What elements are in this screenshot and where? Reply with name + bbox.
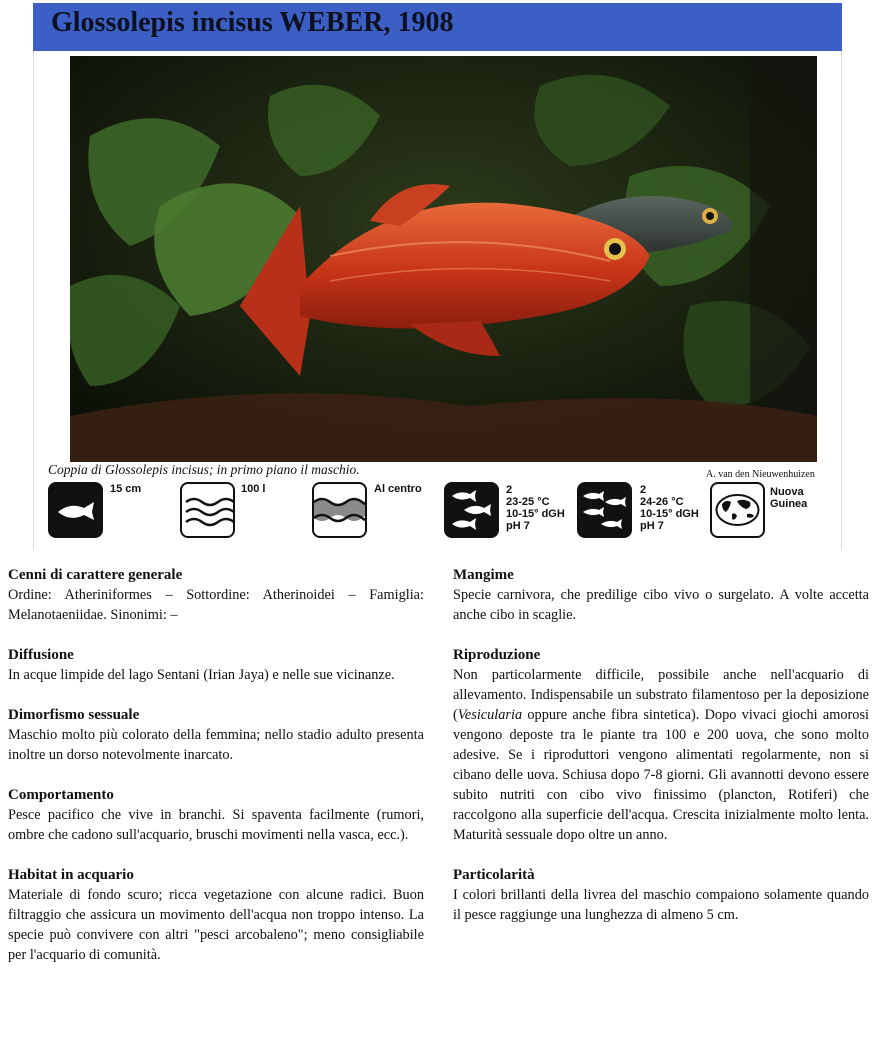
section-habitat [8, 865, 424, 965]
left-column [8, 565, 424, 985]
group-b-values [640, 484, 699, 532]
group-a-count: 2 [506, 484, 513, 496]
section-heading: Particolarità [453, 867, 535, 883]
section-text: Ordine: Atheriniformes – Sottordine: Atherinoidei – Famiglia: Melanotaeniidae. Sinonimi: – [8, 587, 424, 623]
section-particularities [453, 865, 869, 925]
group-b-ph: pH 7 [640, 520, 664, 532]
section-food [453, 565, 869, 625]
group-a-ph: pH 7 [506, 520, 530, 532]
tank-volume-icon [180, 482, 235, 538]
fish-illustration [70, 56, 817, 462]
section-text: In acque limpide del lago Sentani (Irian Jaya) e nelle sue vicinanze. [8, 667, 395, 683]
fish-group-icon [444, 482, 499, 538]
world-map-icon [710, 482, 765, 538]
section-distribution [8, 645, 424, 685]
section-dimorphism [8, 705, 424, 765]
reproduction-text-b: oppure anche fibra sintetica). Dopo vivaci giochi amorosi vengono deposte tra le piante tra 100 e 200 uova, che sono molto adesive. Se i riproduttori vengono alimentati regolarmente, non si cibano delle uova. Schiusa dopo 7-8 giorni. Gli avannotti devono essere subito nutriti con cibo vivo finissimo (plancton, Rotiferi) che raccolgono alla superficie dell'acqua. Crescita inizialmente molto lenta. Maturità sessuale dopo oltre un anno. [453, 707, 869, 843]
right-column [453, 565, 869, 945]
section-heading: Cenni di carattere generale [8, 567, 183, 583]
section-heading: Mangime [453, 567, 514, 583]
section-heading: Riproduzione [453, 647, 541, 663]
section-text: I colori brillanti della livrea del maschio compaiono solamente quando il pesce raggiunge una lunghezza di almeno 5 cm. [453, 887, 869, 923]
tank-volume-label: 100 l [241, 483, 266, 495]
section-text: Maschio molto più colorato della femmina; nello stadio adulto presenta inoltre un dorso notevolmente inarcato. [8, 727, 424, 763]
origin-label [770, 486, 807, 510]
reproduction-text-a: Non particolarmente difficile, possibile anche nell'acquario di allevamento. Indispensabile un substrato filamentoso per la deposizione ( [453, 667, 869, 723]
fish-size-label: 15 cm [110, 483, 142, 495]
group-a-values [506, 484, 565, 532]
photo-caption: Coppia di Glossolepis incisus; in primo piano il maschio. [48, 462, 360, 477]
reproduction-text-italic: Vesicularia [457, 707, 523, 723]
breeding-group-icon [577, 482, 632, 538]
section-heading: Habitat in acquario [8, 867, 134, 883]
group-b-count: 2 [640, 484, 647, 496]
swim-zone-label: Al centro [374, 483, 422, 495]
section-text: Materiale di fondo scuro; ricca vegetazione con alcune radici. Buon filtraggio che assicura un movimento dell'acqua non troppo intenso. La specie può convivere con altri "pesci arcobaleno"; meno consigliabile per l'acquario di comunità. [8, 887, 424, 963]
section-text: Specie carnivora, che predilige cibo vivo o surgelato. A volte accetta anche cibo in scaglie. [453, 587, 869, 623]
fish-photo [70, 56, 817, 462]
group-a-hardness: 10-15° dGH [506, 508, 565, 520]
section-general [8, 565, 424, 625]
photo-credit: A. van den Nieuwenhuizen [706, 469, 815, 480]
section-text [453, 665, 869, 845]
group-a-temp: 23-25 °C [506, 496, 550, 508]
section-behaviour [8, 785, 424, 845]
section-heading: Comportamento [8, 787, 114, 803]
section-heading: Diffusione [8, 647, 74, 663]
swim-zone-icon [312, 482, 367, 538]
fish-size-icon [48, 482, 103, 538]
page-title: Glossolepis incisus WEBER, 1908 [51, 7, 454, 38]
page-title-bar [33, 3, 842, 51]
section-text: Pesce pacifico che vive in branchi. Si spaventa facilmente (rumori, ombre che cadono sull'acquario, bruschi movimenti nella vasca, ecc.). [8, 807, 424, 843]
origin-line-1: Nuova [770, 486, 804, 498]
section-heading: Dimorfismo sessuale [8, 707, 140, 723]
group-b-hardness: 10-15° dGH [640, 508, 699, 520]
section-reproduction [453, 645, 869, 845]
origin-line-2: Guinea [770, 498, 808, 510]
group-b-temp: 24-26 °C [640, 496, 684, 508]
